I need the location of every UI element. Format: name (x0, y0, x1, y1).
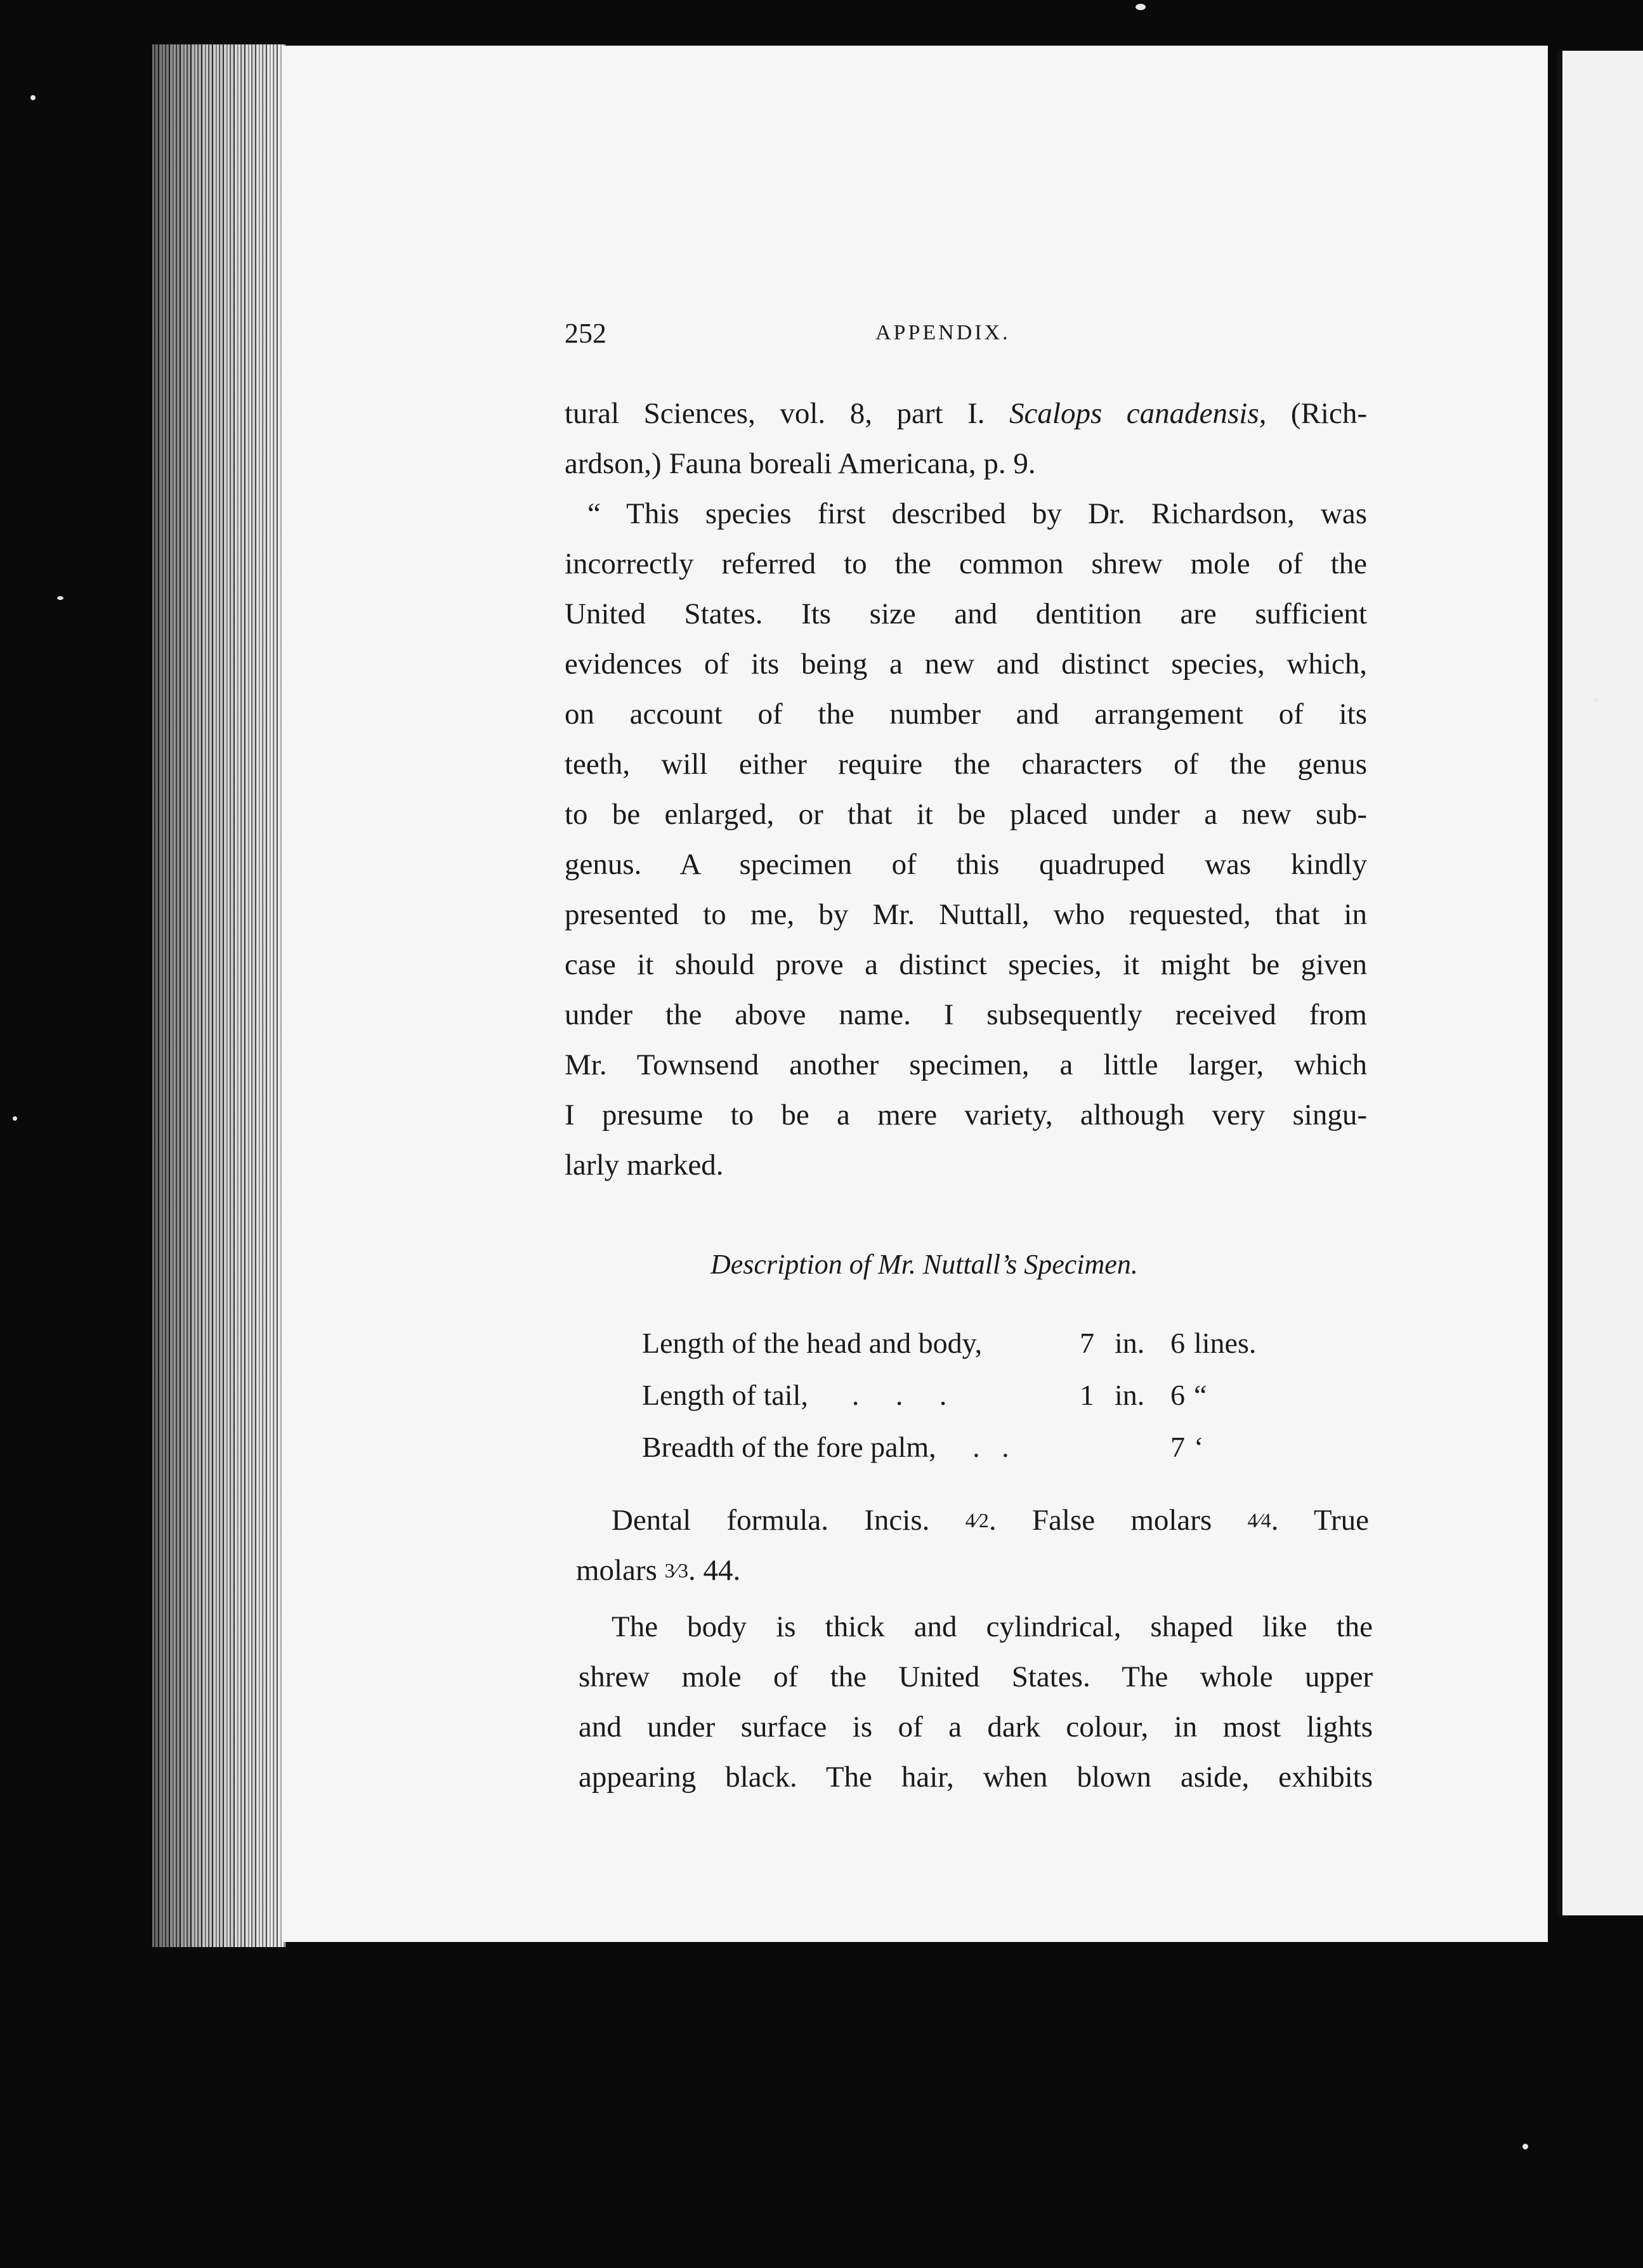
text-fragment: . 44. (688, 1554, 741, 1587)
text-line (565, 389, 1367, 439)
text-line: genus. A specimen of this quadruped was kindly (565, 848, 1367, 881)
measurement-lines: 6 (1170, 1379, 1185, 1411)
text-fragment: . False molars (988, 1504, 1212, 1537)
measurement-inches: 1 (1080, 1379, 1094, 1411)
text-line: on account of the number and arrangement of its (565, 698, 1367, 731)
text-fragment: tural Sciences, vol. 8, part I. (565, 397, 985, 430)
incisor-fraction: 4⁄2 (965, 1509, 989, 1532)
closing-paragraph (579, 1602, 1373, 1802)
page-number: 252 (565, 318, 606, 349)
scan-speck (1594, 698, 1599, 703)
true-molar-fraction: 3⁄3 (664, 1559, 689, 1582)
dental-formula (576, 1496, 1369, 1596)
text-line: appearing black. The hair, when blown aside, exhibits (579, 1761, 1373, 1794)
measurement-lines: 7 (1170, 1431, 1185, 1463)
measurement-label: Length of tail, . . . (642, 1379, 947, 1411)
species-name: Scalops canadensis, (1009, 397, 1267, 430)
measurement-inch-unit: in. (1115, 1327, 1145, 1359)
text-line: “ This species first described by Dr. Richardson, was (587, 497, 1367, 530)
text-line: case it should prove a distinct species, it might be given (565, 948, 1367, 981)
measurement-label: Length of the head and body, (642, 1327, 983, 1359)
text-line: ardson,) Fauna boreali Americana, p. 9. (565, 447, 1036, 480)
text-line (576, 1496, 1369, 1546)
scan-speck (1522, 2144, 1528, 2149)
text-line: to be enlarged, or that it be placed under a new sub- (565, 798, 1367, 831)
measurements-table (642, 1317, 1276, 1473)
text-line (576, 1546, 1369, 1596)
text-fragment: molars (576, 1554, 657, 1587)
measurement-row (642, 1317, 1276, 1369)
scan-speck (30, 95, 36, 100)
scan-speck (13, 1116, 17, 1121)
text-line: Mr. Townsend another specimen, a little larger, which (565, 1048, 1367, 1081)
measurement-inches: 7 (1080, 1327, 1094, 1359)
scan-speck (1136, 4, 1146, 10)
measurement-lines-unit: lines. (1194, 1327, 1257, 1359)
book-page-edges (152, 44, 285, 1947)
page-header (565, 317, 1047, 362)
text-line: and under surface is of a dark colour, in most lights (579, 1711, 1373, 1743)
text-fragment: . True (1271, 1504, 1369, 1537)
text-fragment: (Rich- (1290, 397, 1367, 430)
measurement-inch-unit: in. (1115, 1379, 1145, 1411)
false-molar-fraction: 4⁄4 (1247, 1509, 1271, 1532)
facing-page-edge (1557, 51, 1643, 1915)
text-line: I presume to be a mere variety, although very singu- (565, 1098, 1367, 1131)
text-line: United States. Its size and dentition are sufficient (565, 597, 1367, 630)
measurement-lines: 6 (1170, 1327, 1185, 1359)
body-text (565, 389, 1367, 1190)
text-line: incorrectly referred to the common shrew mole of the (565, 547, 1367, 580)
text-line: presented to me, by Mr. Nuttall, who requested, that in (565, 898, 1367, 931)
text-fragment: Dental formula. Incis. (612, 1504, 930, 1537)
section-heading: Description of Mr. Nuttall’s Specimen. (710, 1249, 1138, 1280)
text-line: larly marked. (565, 1149, 724, 1182)
measurement-row (642, 1369, 1276, 1421)
measurement-row (642, 1421, 1276, 1473)
scan-speck (57, 596, 63, 600)
text-line: shrew mole of the United States. The whole upper (579, 1660, 1373, 1693)
running-head: APPENDIX. (875, 321, 1011, 344)
measurement-label: Breadth of the fore palm, . . (642, 1431, 1009, 1463)
measurement-lines-unit: ‘ (1194, 1431, 1204, 1463)
text-line: evidences of its being a new and distinct species, which, (565, 648, 1367, 681)
measurement-lines-unit: “ (1194, 1379, 1207, 1411)
text-line: under the above name. I subsequently received from (565, 998, 1367, 1031)
text-line: The body is thick and cylindrical, shaped like the (612, 1610, 1373, 1643)
text-line: teeth, will either require the characters of the genus (565, 748, 1367, 781)
